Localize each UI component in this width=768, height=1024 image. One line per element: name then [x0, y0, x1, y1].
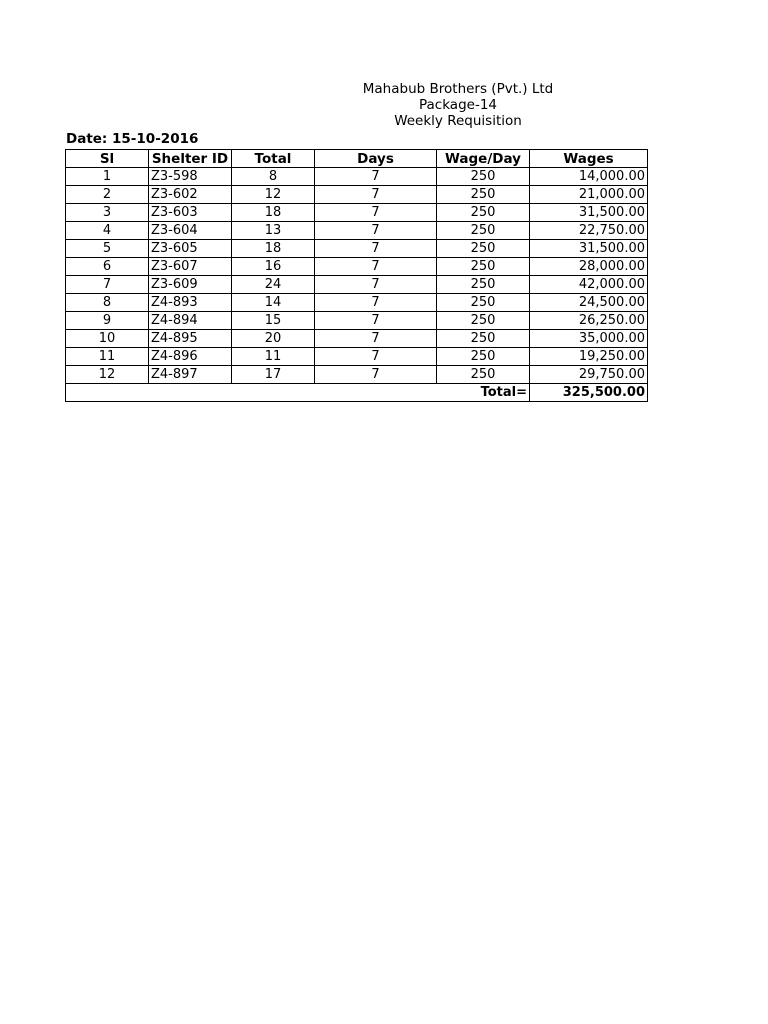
- table-row: [66, 276, 648, 294]
- cell-days: 7: [315, 330, 437, 348]
- cell-wages: 22,750.00: [530, 222, 648, 240]
- cell-days: 7: [315, 366, 437, 384]
- table-row: [66, 168, 648, 186]
- cell-total: 24: [232, 276, 315, 294]
- cell-days: 7: [315, 240, 437, 258]
- cell-total: 14: [232, 294, 315, 312]
- table-row: [66, 240, 648, 258]
- cell-shelter-id: Z3-604: [149, 222, 232, 240]
- cell-total: 18: [232, 240, 315, 258]
- cell-sl: 10: [66, 330, 149, 348]
- package-name: Package-14: [418, 97, 497, 113]
- cell-days: 7: [315, 276, 437, 294]
- cell-sl: 12: [66, 366, 149, 384]
- cell-wages: 31,500.00: [530, 204, 648, 222]
- table-row: [66, 204, 648, 222]
- cell-shelter-id: Z4-896: [149, 348, 232, 366]
- document-title: Weekly Requisition: [394, 113, 522, 129]
- cell-wages: 29,750.00: [530, 366, 648, 384]
- table-body: [66, 168, 648, 384]
- cell-wage-per-day: 250: [437, 222, 530, 240]
- cell-sl: 4: [66, 222, 149, 240]
- table-row: [66, 186, 648, 204]
- cell-wage-per-day: 250: [437, 276, 530, 294]
- cell-wages: 19,250.00: [530, 348, 648, 366]
- company-name: Mahabub Brothers (Pvt.) Ltd: [362, 81, 554, 97]
- cell-shelter-id: Z3-598: [149, 168, 232, 186]
- cell-shelter-id: Z3-609: [149, 276, 232, 294]
- cell-days: 7: [315, 258, 437, 276]
- cell-shelter-id: Z4-893: [149, 294, 232, 312]
- cell-total: 18: [232, 204, 315, 222]
- cell-shelter-id: Z3-607: [149, 258, 232, 276]
- cell-shelter-id: Z3-603: [149, 204, 232, 222]
- table-row: [66, 294, 648, 312]
- cell-wage-per-day: 250: [437, 186, 530, 204]
- cell-wage-per-day: 250: [437, 204, 530, 222]
- cell-days: 7: [315, 222, 437, 240]
- cell-wage-per-day: 250: [437, 294, 530, 312]
- cell-wage-per-day: 250: [437, 312, 530, 330]
- cell-total: 13: [232, 222, 315, 240]
- cell-total: 11: [232, 348, 315, 366]
- header-wage-per-day: Wage/Day: [437, 150, 530, 168]
- cell-sl: 7: [66, 276, 149, 294]
- table-row: [66, 312, 648, 330]
- cell-shelter-id: Z4-895: [149, 330, 232, 348]
- table-header-row: [66, 150, 648, 168]
- cell-wages: 26,250.00: [530, 312, 648, 330]
- cell-days: 7: [315, 168, 437, 186]
- cell-days: 7: [315, 348, 437, 366]
- cell-wages: 24,500.00: [530, 294, 648, 312]
- cell-sl: 9: [66, 312, 149, 330]
- header-total: Total: [232, 150, 315, 168]
- cell-wages: 28,000.00: [530, 258, 648, 276]
- cell-wages: 35,000.00: [530, 330, 648, 348]
- total-row: [66, 384, 648, 402]
- total-value: 325,500.00: [530, 384, 648, 402]
- cell-wage-per-day: 250: [437, 258, 530, 276]
- cell-wage-per-day: 250: [437, 240, 530, 258]
- cell-total: 17: [232, 366, 315, 384]
- cell-sl: 3: [66, 204, 149, 222]
- cell-wage-per-day: 250: [437, 366, 530, 384]
- cell-shelter-id: Z3-605: [149, 240, 232, 258]
- cell-days: 7: [315, 294, 437, 312]
- cell-sl: 1: [66, 168, 149, 186]
- cell-wage-per-day: 250: [437, 168, 530, 186]
- header-days: Days: [315, 150, 437, 168]
- cell-days: 7: [315, 204, 437, 222]
- cell-total: 15: [232, 312, 315, 330]
- cell-wage-per-day: 250: [437, 348, 530, 366]
- table-row: [66, 258, 648, 276]
- cell-wages: 21,000.00: [530, 186, 648, 204]
- cell-days: 7: [315, 312, 437, 330]
- cell-sl: 6: [66, 258, 149, 276]
- cell-days: 7: [315, 186, 437, 204]
- cell-sl: 2: [66, 186, 149, 204]
- cell-wages: 42,000.00: [530, 276, 648, 294]
- total-label: Total=: [66, 384, 530, 402]
- cell-total: 20: [232, 330, 315, 348]
- cell-shelter-id: Z4-894: [149, 312, 232, 330]
- cell-total: 8: [232, 168, 315, 186]
- header-wages: Wages: [530, 150, 648, 168]
- cell-total: 12: [232, 186, 315, 204]
- table-row: [66, 222, 648, 240]
- cell-sl: 8: [66, 294, 149, 312]
- cell-wages: 31,500.00: [530, 240, 648, 258]
- requisition-table: [65, 149, 648, 402]
- date-label: Date: 15-10-2016: [66, 131, 199, 147]
- document-header: [238, 81, 678, 129]
- cell-shelter-id: Z4-897: [149, 366, 232, 384]
- table-row: [66, 348, 648, 366]
- header-shelter-id: Shelter ID: [149, 150, 232, 168]
- cell-sl: 5: [66, 240, 149, 258]
- cell-total: 16: [232, 258, 315, 276]
- cell-wages: 14,000.00: [530, 168, 648, 186]
- table-row: [66, 330, 648, 348]
- cell-shelter-id: Z3-602: [149, 186, 232, 204]
- table-row: [66, 366, 648, 384]
- cell-wage-per-day: 250: [437, 330, 530, 348]
- cell-sl: 11: [66, 348, 149, 366]
- header-sl: Sl: [66, 150, 149, 168]
